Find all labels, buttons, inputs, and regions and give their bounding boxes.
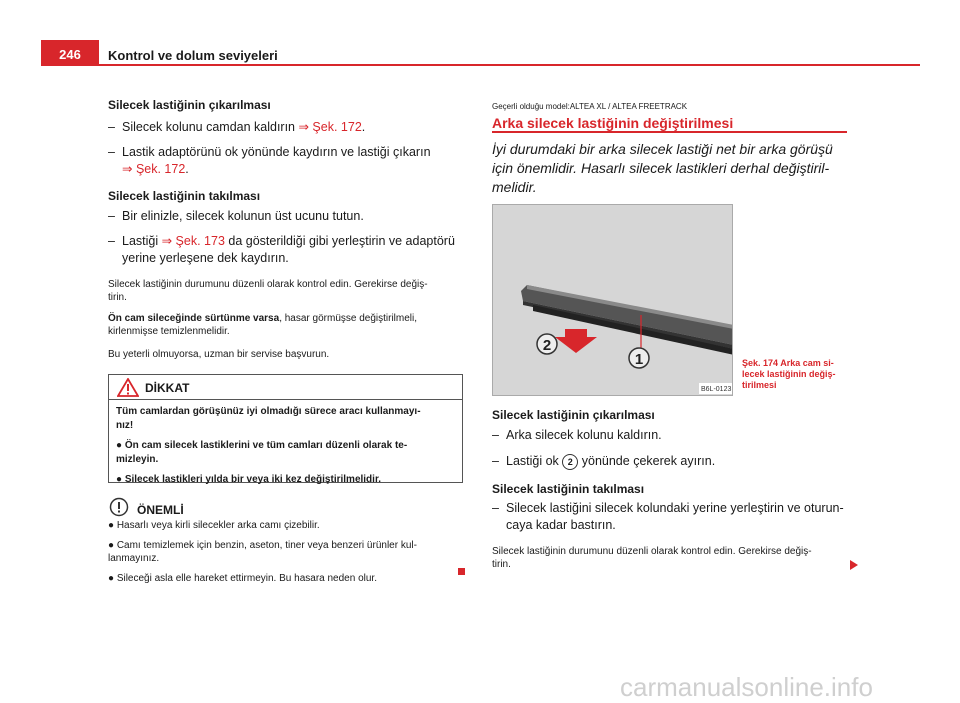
- figure-label-2: 2: [542, 337, 552, 354]
- applies-to-models: Geçerli olduğu model:ALTEA XL / ALTEA FREETRACK: [492, 102, 688, 111]
- wiper-figure: [492, 204, 733, 396]
- rear-removal-heading: Silecek lastiğinin çıkarılması: [492, 408, 655, 422]
- figure-caption: Şek. 174 Arka cam si- lecek lastiğinin değiş- tirilmesi: [742, 358, 836, 390]
- warning-title: DİKKAT: [145, 381, 190, 395]
- install-step-1: – Bir elinizle, silecek kolunun üst ucunu tutun.: [108, 209, 364, 223]
- important-exclamation-icon: [109, 497, 129, 517]
- watermark: carmanualsonline.info: [620, 672, 873, 702]
- rear-install-step-1: – Silecek lastiğini silecek kolundaki yerine yerleştirin ve oturun- caya kadar bastırın.: [492, 501, 844, 532]
- circled-number: 2: [562, 454, 578, 470]
- paragraph-service: Bu yeterli olmuyorsa, uzman bir servise başvurun.: [108, 349, 330, 360]
- page-header-title: Kontrol ve dolum seviyeleri: [108, 48, 278, 63]
- figure-ref-link[interactable]: ⇒ Şek. 173: [161, 234, 225, 248]
- warning-triangle-icon: [117, 378, 139, 397]
- header-rule: [99, 64, 920, 66]
- end-marker-square: [458, 568, 465, 575]
- page-number: 246: [41, 40, 99, 66]
- wiper-blade-illustration: [493, 205, 733, 396]
- rear-removal-step-2: – Lastiği ok 2 yönünde çekerek ayırın.: [492, 454, 716, 468]
- important-title: ÖNEMLİ: [137, 503, 184, 517]
- important-body: ● Hasarlı veya kirli silecekler arka camı çizebilir. ● Camı temizlemek için benzin, aseton, tiner veya benzeri ürünler kul- lanmayınız. ● Sileceği asla elle hareket ettirmeyin. Bu hasara neden olur.: [108, 520, 417, 584]
- rear-paragraph-check: Silecek lastiğinin durumunu düzenli olarak kontrol edin. Gerekirse değiş- tirin.: [492, 546, 812, 570]
- figure-ref-link[interactable]: ⇒ Şek. 172: [122, 162, 186, 176]
- removal-step-1: – Silecek kolunu camdan kaldırın ⇒ Şek. 172.: [108, 120, 366, 134]
- figure-label-1: 1: [634, 351, 644, 368]
- removal-heading: Silecek lastiğinin çıkarılması: [108, 98, 271, 112]
- install-step-2: – Lastiği ⇒ Şek. 173 da gösterildiği gibi yerleştirin ve adaptörü yerine yerleşene dek kaydırın.: [108, 234, 455, 265]
- warning-body: Tüm camlardan görüşünüz iyi olmadığı sürece aracı kullanmayı- nız! ● Ön cam silecek lastiklerini ve tüm camları düzenli olarak te- mizleyin. ● Silecek lastikleri yılda bir veya iki kez değiştirilmelidir.: [116, 406, 421, 485]
- figure-ref-link[interactable]: ⇒ Şek. 172: [298, 120, 362, 134]
- rear-removal-step-1: – Arka silecek kolunu kaldırın.: [492, 428, 662, 442]
- paragraph-check: Silecek lastiğinin durumunu düzenli olarak kontrol edin. Gerekirse değiş- tirin.: [108, 279, 428, 303]
- paragraph-friction: Ön cam sileceğinde sürtünme varsa, hasar görmüşse değiştirilmeli, kirlenmişse temizlenmelidir.: [108, 313, 418, 337]
- install-heading: Silecek lastiğinin takılması: [108, 189, 261, 203]
- warning-box: [108, 374, 463, 483]
- continue-arrow-icon: [850, 560, 858, 570]
- rear-install-heading: Silecek lastiğinin takılması: [492, 482, 645, 496]
- intro-text: İyi durumdaki bir arka silecek lastiği net bir arka görüşü için önemlidir. Hasarlı silecek lastikleri derhal değiştiril- melidir.: [492, 141, 833, 195]
- section-title: Arka silecek lastiğinin değiştirilmesi: [492, 115, 734, 131]
- figure-code: B6L-0123: [701, 386, 732, 393]
- section-title-rule: [492, 131, 847, 133]
- removal-step-2: – Lastik adaptörünü ok yönünde kaydırın ve lastiği çıkarın ⇒ Şek. 172.: [108, 145, 431, 176]
